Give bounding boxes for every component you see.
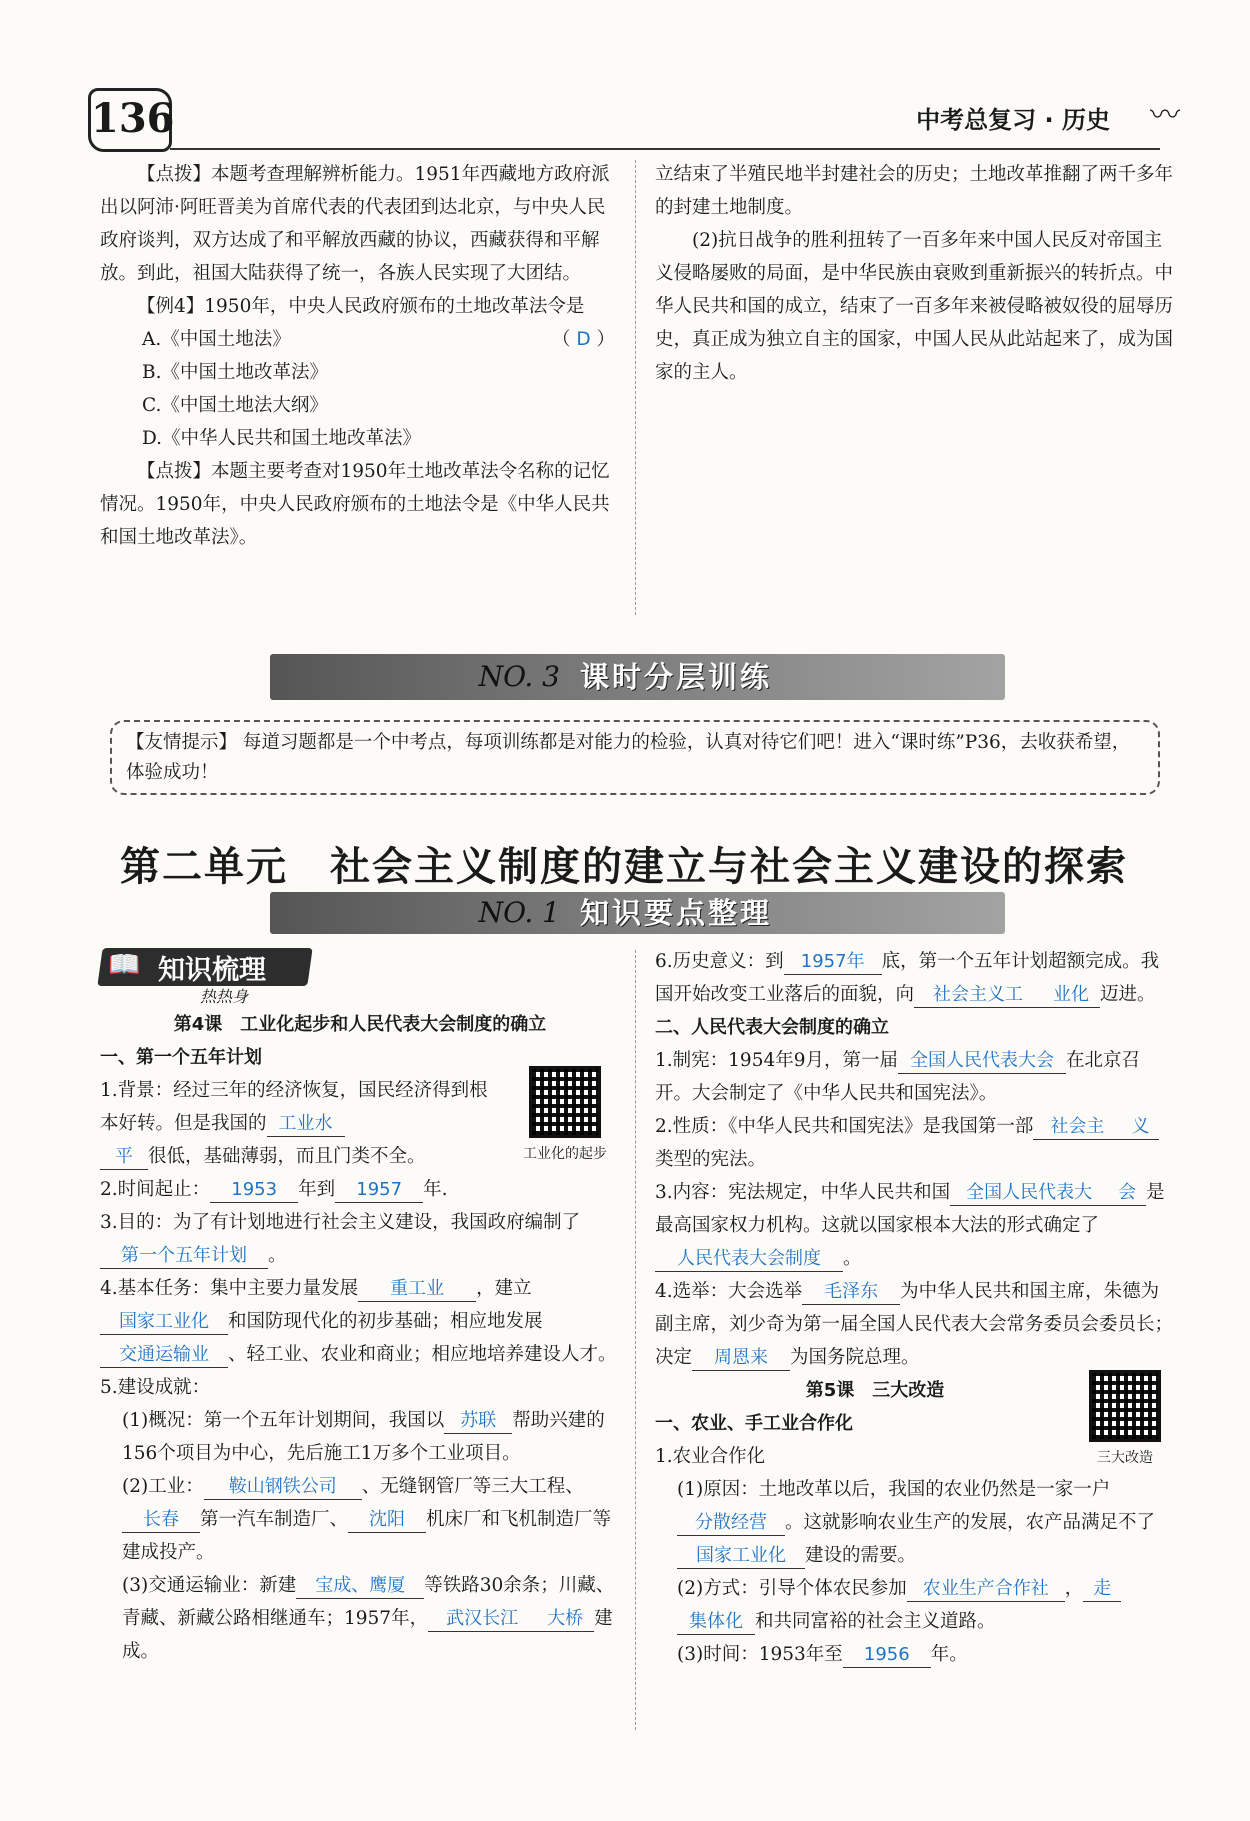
qr-caption: 三大改造 [1097,1450,1153,1466]
qr-code-icon[interactable] [529,1066,601,1138]
section-title: 课时分层训练 [580,660,773,694]
item-nature: 2.性质：《中华人民共和国宪法》是我国第一部 社会主 义类型的宪法。 [655,1110,1175,1176]
item-election: 4.选举：大会选举 毛泽东 为中华人民共和国主席，朱德为副主席，刘少奇为第一届全国人民代表大会常务委员会委员长；决定 周恩来 为国务院总理。 [655,1275,1175,1374]
item-achievements: 5.建设成就： [100,1377,211,1398]
item-tasks: 4.基本任务：集中主要力量发展 重工业 ，建立国家工业化 和国防现代化的初步基础；相应地发展交通运输业 、轻工业、农业和商业；相应地培养建设人才。 [100,1272,620,1371]
book-icon: 📖 [108,950,141,980]
right-paragraph-1: 立结束了半殖民地半封建社会的历史；土地改革推翻了两千多年的封建土地制度。 [655,164,1174,218]
achievement-transport: (3)交通运输业：新建 宝成、鹰厦 等铁路30余条；川藏、青藏、新藏公路相继通车；1957年， 武汉长江 大桥 建成。 [122,1575,615,1662]
item-constitution: 1.制宪：1954年9月，第一届 全国人民代表大会 在北京召开。大会制定了《中华人民共和国宪法》。 [655,1050,1141,1104]
item-agri-coop: 1.农业合作化 [655,1446,766,1467]
badge-title: 知识梳理 [158,955,266,986]
achievement-overview: (1)概况：第一个五年计划期间，我国以 苏联 帮助兴建的156个项目为中心，先后施工1万多个工业项目。 [122,1410,605,1464]
example4-answer: D [576,329,591,350]
tip-paragraph: 【点拨】本题考查理解辨析能力。1951年西藏地方政府派出以阿沛·阿旺晋美为首席代表的代表团到达北京，与中央人民政府谈判，双方达成了和平解放西藏的协议，西藏获得和平解放。到此，祖国大陆获得了统一，各族人民实现了大团结。 [100,164,610,284]
achievement-industry: (2)工业： 鞍山钢铁公司 、无缝钢管厂等三大工程、长春 第一汽车制造厂、 沈阳 机床厂和飞机制造厂等建成投产。 [122,1476,612,1563]
qr-caption: 工业化的起步 [523,1146,607,1162]
lesson4-title: 第4课 工业化起步和人民代表大会制度的确立 [173,1014,547,1035]
example4-question: 【例4】1950年，中央人民政府颁布的土地改革法令是 （ D ） [137,296,615,350]
agri-time: (3)时间：1953年至 1956 年。 [655,1638,1175,1671]
option-c: C.《中国土地法大纲》 [142,395,328,416]
qr-code-block [510,1066,620,1171]
knowledge-badge [100,946,320,1006]
bird-icon: 〰 [1150,98,1180,133]
option-b: B.《中国土地改革法》 [142,362,328,383]
section-bar-no1 [270,892,1005,934]
bottom-left-column [100,1008,620,1668]
section-heading: 二、人民代表大会制度的确立 [655,1017,889,1038]
lesson5-title: 第5课 三大改造 [805,1380,945,1401]
unit-title: 第二单元 社会主义制度的建立与社会主义建设的探索 [120,844,1128,890]
qr-code-block [1075,1370,1175,1475]
right-paragraph-2: (2)抗日战争的胜利扭转了一百多年来中国人民反对帝国主义侵略屡败的局面，是中华民族由衰败到重新振兴的转折点。中华人民共和国的成立，结束了一百多年来被侵略被奴役的屈辱历史，真正成为独立自主的国家，中国人民从此站起来了，成为国家的主人。 [655,230,1174,383]
column-divider [635,950,636,1730]
friendly-tip-box: 【友情提示】 每道习题都是一个中考点，每项训练都是对能力的检验，认真对待它们吧！进入“课时练”P36，去收获希望，体验成功！ [110,720,1160,795]
item-background-cont: 平 很低，基础薄弱，而且门类不全。 [100,1140,620,1173]
item-content: 3.内容：宪法规定，中华人民共和国 全国人民代表大 会 是最高国家权力机构。这就以国家根本大法的形式确定了人民代表大会制度 。 [655,1176,1175,1275]
option-d: D.《中华人民共和国土地改革法》 [142,428,422,449]
section-no: NO. 1 [478,896,560,929]
bottom-right-column [655,945,1175,1671]
page-number: 136 [88,88,172,152]
qr-code-icon[interactable] [1089,1370,1161,1442]
example4-tip: 【点拨】本题主要考查对1950年土地改革法令名称的记忆情况。1950年，中央人民政府颁布的土地法令是《中华人民共和国土地改革法》。 [100,461,610,548]
item-background: 1.背景：经过三年的经济恢复，国民经济得到根本好转。但是我国的 工业水 [100,1074,620,1140]
section-bar-no3 [270,654,1005,700]
item-significance: 6.历史意义：到 1957年 底，第一个五年计划超额完成。我国开始改变工业落后的面貌，向 社会主义工 业化 迈进。 [655,945,1175,1011]
top-right-column [655,158,1175,389]
item-purpose: 3.目的：为了有计划地进行社会主义建设，我国政府编制了第一个五年计划 。 [100,1206,620,1272]
agri-reason: (1)原因：土地改革以后，我国的农业仍然是一家一户分散经营 。这就影响农业生产的发展，农产品满足不了国家工业化 建设的需要。 [655,1473,1175,1572]
section-heading: 一、第一个五年计划 [100,1047,262,1068]
section-title: 知识要点整理 [580,896,773,930]
agri-method: (2)方式：引导个体农民参加 农业生产合作社 ， 走集体化 和共同富裕的社会主义道路。 [655,1572,1175,1638]
header-rule [170,148,1160,150]
item-time: 2.时间起止： 1953 年到 1957 年. [100,1173,620,1206]
section-no: NO. 3 [478,660,560,693]
page-header-title: 中考总复习 · 历史 [916,106,1110,134]
option-a: A.《中国土地法》 [142,329,291,350]
column-divider [635,160,636,615]
badge-subtitle: 热热身 [200,987,249,1006]
top-left-column [100,158,615,554]
section-heading: 一、农业、手工业合作化 [655,1413,853,1434]
